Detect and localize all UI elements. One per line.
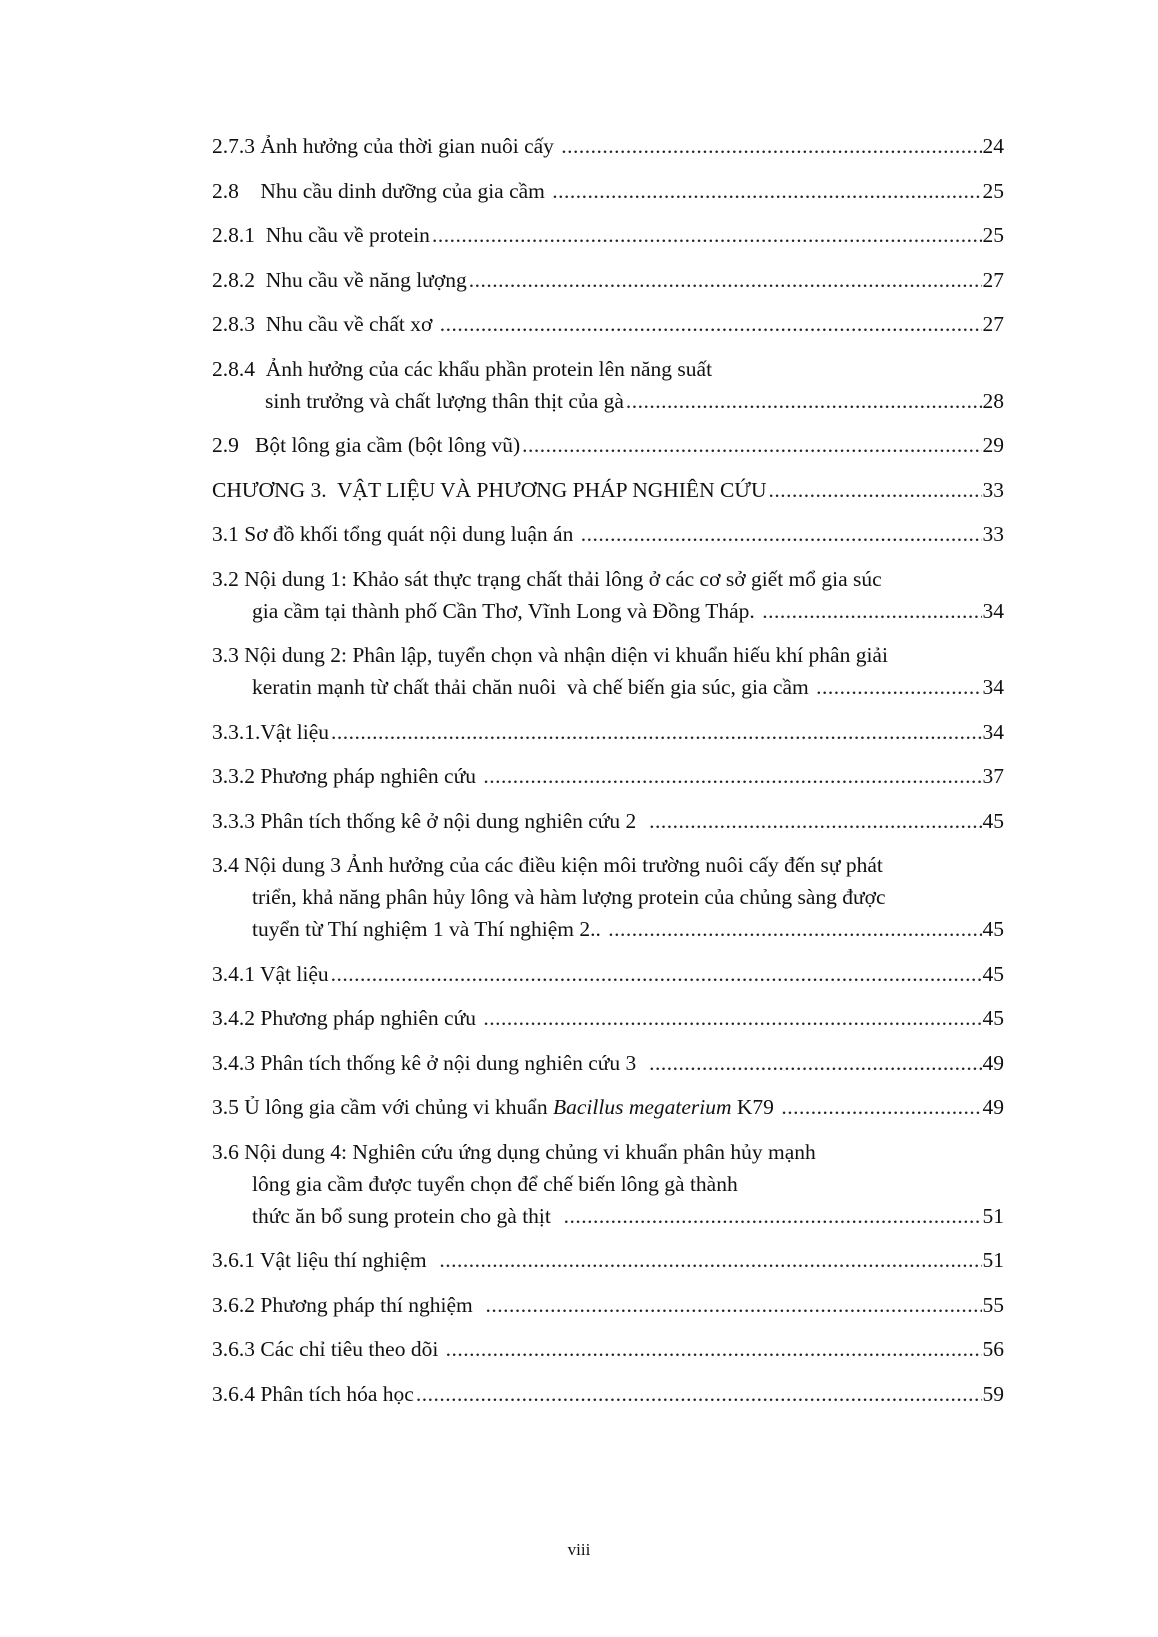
- toc-entry-line: [212, 1244, 1004, 1276]
- toc-entry-title: 3.4 Nội dung 3 Ảnh hưởng của các điều kiện môi trường nuôi cấy đến sự phát: [212, 853, 883, 877]
- toc-page-number: 45: [982, 808, 1004, 833]
- toc-page-number: 51: [982, 1248, 1004, 1272]
- toc-page-number: 33: [982, 477, 1004, 502]
- toc-entry[interactable]: [212, 1047, 1004, 1079]
- toc-entry-line: [212, 175, 1004, 207]
- toc-entry[interactable]: [212, 353, 1004, 417]
- toc-entry-title: CHƯƠNG 3. VẬT LIỆU VÀ PHƯƠNG PHÁP NGHIÊN CỨU: [212, 477, 767, 502]
- toc-entry[interactable]: [212, 429, 1004, 461]
- dot-leader: [485, 1289, 981, 1321]
- toc-entry-italic-term: Bacillus megaterium: [552, 1095, 732, 1119]
- toc-entry-line: [212, 639, 1004, 671]
- toc-entry-line: [212, 1168, 1004, 1200]
- toc-entry-line: [212, 518, 1004, 550]
- dot-leader: [483, 1002, 981, 1034]
- toc-page-number: 25: [982, 178, 1004, 203]
- toc-entry[interactable]: [212, 958, 1004, 990]
- toc-entry-title: 2.9 Bột lông gia cầm (bột lông vũ): [212, 433, 521, 457]
- toc-entry[interactable]: [212, 219, 1004, 251]
- toc-entry-title: 3.6.4 Phân tích hóa học: [212, 1381, 414, 1406]
- toc-entry-title: thức ăn bổ sung protein cho gà thịt: [252, 1203, 562, 1228]
- page-number-footer: viii: [567, 1540, 591, 1559]
- toc-entry-line: [212, 760, 1004, 792]
- toc-entry-title: triển, khả năng phân hủy lông và hàm lượng protein của chủng sàng được: [252, 885, 886, 909]
- toc-page-number: 27: [982, 267, 1004, 292]
- toc-entry-line: [212, 1091, 1004, 1123]
- dot-leader: [581, 518, 982, 550]
- toc-entry-line: [212, 1289, 1004, 1321]
- toc-entry-title: 2.7.3 Ảnh hưởng của thời gian nuôi cấy: [212, 134, 560, 158]
- toc-entry-title: 3.3.2 Phương pháp nghiên cứu: [212, 764, 482, 788]
- dot-leader: [608, 913, 981, 945]
- toc-entry[interactable]: [212, 1378, 1004, 1410]
- toc-entry-line: [212, 1333, 1004, 1365]
- toc-entry-line: [212, 671, 1004, 703]
- toc-entry-title: sinh trưởng và chất lượng thân thịt của gà: [265, 388, 624, 413]
- toc-entry[interactable]: [212, 760, 1004, 792]
- dot-leader: [469, 264, 982, 296]
- dot-leader: [649, 805, 981, 837]
- toc-entry-title: 3.6.1 Vật liệu thí nghiệm: [212, 1248, 438, 1272]
- toc-entry-line: [212, 474, 1004, 506]
- dot-leader: [440, 308, 982, 340]
- toc-page-number: 45: [982, 961, 1004, 986]
- toc-entry[interactable]: [212, 1091, 1004, 1123]
- toc-entry[interactable]: [212, 1244, 1004, 1276]
- toc-entry-title: 3.4.2 Phương pháp nghiên cứu: [212, 1006, 482, 1030]
- dot-leader: [416, 1378, 982, 1410]
- toc-entry-line: [212, 1200, 1004, 1232]
- toc-page-number: 34: [982, 719, 1004, 744]
- toc-entry[interactable]: [212, 130, 1004, 162]
- toc-entry-title: 3.4.1 Vật liệu: [212, 961, 329, 986]
- dot-leader: [564, 1200, 982, 1232]
- toc-entry[interactable]: [212, 639, 1004, 703]
- toc-page-number: 49: [982, 1095, 1004, 1119]
- dot-leader: [331, 716, 981, 748]
- toc-entry[interactable]: [212, 518, 1004, 550]
- toc-entry[interactable]: [212, 308, 1004, 340]
- toc-entry[interactable]: [212, 563, 1004, 627]
- toc-page-number: 37: [982, 764, 1004, 788]
- dot-leader: [432, 219, 982, 251]
- toc-entry[interactable]: [212, 849, 1004, 945]
- toc-entry-title: 2.8 Nhu cầu dinh dưỡng của gia cầm: [212, 178, 551, 203]
- toc-entry-title: 2.8.3 Nhu cầu về chất xơ: [212, 312, 438, 336]
- dot-leader: [626, 385, 982, 417]
- toc-entry-line: [212, 805, 1004, 837]
- toc-entry-line: [212, 130, 1004, 162]
- toc-entry-line: [212, 429, 1004, 461]
- toc-entry-title: 3.5 Ủ lông gia cầm với chủng vi khuẩn: [212, 1095, 553, 1119]
- toc-entry[interactable]: [212, 1289, 1004, 1321]
- dot-leader: [552, 175, 981, 207]
- toc-entry-line: [212, 1136, 1004, 1168]
- toc-entry-line: [212, 595, 1004, 627]
- dot-leader: [561, 130, 981, 162]
- toc-entry-title: 3.3.1.Vật liệu: [212, 719, 330, 744]
- toc-entry-line: [212, 353, 1004, 385]
- toc-entry[interactable]: [212, 1333, 1004, 1365]
- toc-entry-line: [212, 958, 1004, 990]
- toc-page-number: 45: [982, 1006, 1004, 1030]
- toc-page-number: 29: [982, 433, 1004, 457]
- toc-entry-title: 3.6.2 Phương pháp thí nghiệm: [212, 1292, 484, 1317]
- toc-entry-line: [212, 716, 1004, 748]
- toc-page-number: 28: [982, 388, 1004, 413]
- toc-entry[interactable]: [212, 1002, 1004, 1034]
- toc-page-number: 27: [982, 312, 1004, 336]
- dot-leader: [446, 1333, 982, 1365]
- toc-entry-line: [212, 563, 1004, 595]
- dot-leader: [483, 760, 981, 792]
- toc-entry-title-suffix: K79: [731, 1095, 780, 1119]
- toc-entry-title: gia cầm tại thành phố Cần Thơ, Vĩnh Long và Đồng Tháp.: [252, 598, 761, 623]
- toc-entry-line: [212, 849, 1004, 881]
- toc-entry-title: tuyển từ Thí nghiệm 1 và Thí nghiệm 2..: [252, 917, 607, 941]
- table-of-contents: [212, 130, 1004, 1422]
- toc-entry-title: lông gia cầm được tuyển chọn để chế biến lông gà thành: [252, 1171, 738, 1196]
- toc-page-number: 59: [982, 1381, 1004, 1406]
- toc-page-number: 45: [982, 917, 1004, 941]
- toc-entry[interactable]: [212, 805, 1004, 837]
- dot-leader: [762, 595, 981, 627]
- toc-page-number: 25: [982, 223, 1004, 247]
- toc-entry[interactable]: [212, 264, 1004, 296]
- toc-entry-line: [212, 264, 1004, 296]
- toc-entry-title: 3.6.3 Các chỉ tiêu theo dõi: [212, 1337, 444, 1361]
- dot-leader: [816, 671, 981, 703]
- toc-page-number: 34: [982, 598, 1004, 623]
- toc-entry-title: 3.4.3 Phân tích thống kê ở nội dung nghiên cứu 3: [212, 1050, 648, 1075]
- dot-leader: [649, 1047, 981, 1079]
- toc-entry-title: 3.3 Nội dung 2: Phân lập, tuyển chọn và nhận diện vi khuẩn hiếu khí phân giải: [212, 643, 888, 667]
- toc-entry-line: [212, 308, 1004, 340]
- toc-page-number: 33: [982, 522, 1004, 546]
- toc-entry-title: 3.3.3 Phân tích thống kê ở nội dung nghiên cứu 2: [212, 808, 648, 833]
- toc-entry[interactable]: [212, 1136, 1004, 1232]
- toc-entry-title: keratin mạnh từ chất thải chăn nuôi và chế biến gia súc, gia cầm: [252, 675, 815, 699]
- toc-entry-line: [212, 913, 1004, 945]
- toc-page-number: 34: [982, 675, 1004, 699]
- toc-entry[interactable]: [212, 175, 1004, 207]
- toc-entry-line: [212, 1378, 1004, 1410]
- toc-page-number: 51: [982, 1203, 1004, 1228]
- toc-entry[interactable]: [212, 474, 1004, 506]
- toc-entry-title: 2.8.2 Nhu cầu về năng lượng: [212, 267, 467, 292]
- toc-entry-title: 2.8.1 Nhu cầu về protein: [212, 223, 430, 247]
- dot-leader: [781, 1091, 981, 1123]
- toc-page-number: 56: [982, 1337, 1004, 1361]
- dot-leader: [439, 1244, 981, 1276]
- toc-entry-line: [212, 881, 1004, 913]
- toc-entry-title: 3.2 Nội dung 1: Khảo sát thực trạng chất thải lông ở các cơ sở giết mổ gia súc: [212, 566, 882, 591]
- toc-entry-title: 2.8.4 Ảnh hưởng của các khẩu phần protein lên năng suất: [212, 356, 713, 381]
- dot-leader: [769, 474, 982, 506]
- toc-entry-title: 3.6 Nội dung 4: Nghiên cứu ứng dụng chủng vi khuẩn phân hủy mạnh: [212, 1139, 816, 1164]
- toc-page-number: 55: [982, 1292, 1004, 1317]
- toc-entry[interactable]: [212, 716, 1004, 748]
- toc-page-number: 24: [982, 134, 1004, 158]
- toc-entry-line: [212, 219, 1004, 251]
- toc-entry-line: [212, 1047, 1004, 1079]
- dot-leader: [522, 429, 981, 461]
- toc-entry-line: [212, 385, 1004, 417]
- toc-entry-title: 3.1 Sơ đồ khối tổng quát nội dung luận án: [212, 522, 579, 546]
- dot-leader: [331, 958, 982, 990]
- toc-page-number: 49: [982, 1050, 1004, 1075]
- toc-entry-line: [212, 1002, 1004, 1034]
